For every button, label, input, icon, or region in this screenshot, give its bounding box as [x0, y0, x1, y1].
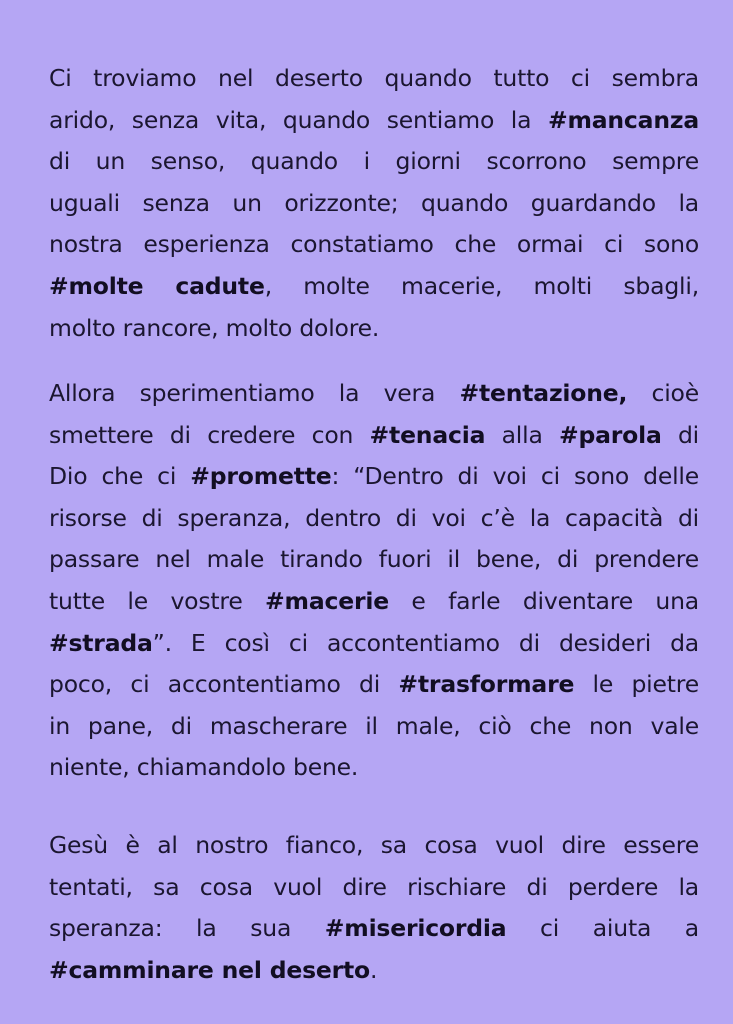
text-segment: Dio che ci — [49, 462, 191, 491]
text-segment: tutte le vostre — [49, 586, 266, 615]
text-segment: alla — [485, 420, 559, 449]
text-line — [49, 867, 699, 909]
text-line — [49, 747, 699, 789]
hashtag-keyword: #molte cadute — [49, 271, 265, 300]
text-line — [49, 456, 699, 498]
text-segment: arido, senza vita, quando sentiamo la — [49, 105, 548, 134]
hashtag-keyword: #tentazione, — [459, 379, 628, 407]
text-line — [49, 539, 699, 581]
hashtag-keyword: #parola — [558, 420, 662, 449]
text-line — [49, 825, 699, 867]
text-segment: in pane, di mascherare il male, ciò che non vale — [49, 711, 699, 740]
hashtag-keyword: #tenacia — [369, 420, 486, 449]
text-segment: , molte macerie, molti sbagli, — [264, 271, 699, 300]
text-segment: nostra esperienza constatiamo che ormai ci sono — [49, 230, 699, 259]
text-segment: ”. E così ci accontentiamo di desideri da — [152, 628, 699, 657]
text-segment: ci aiuta a — [506, 914, 699, 943]
text-segment: di un senso, quando i giorni scorrono sempre — [49, 147, 699, 176]
hashtag-keyword: #promette — [190, 462, 332, 491]
text-segment: Allora sperimentiamo la vera — [49, 379, 460, 407]
text-line — [49, 183, 699, 225]
text-segment: le pietre — [574, 670, 699, 699]
text-segment: di — [661, 420, 699, 449]
text-line — [49, 950, 699, 992]
text-segment: Gesù è al nostro fianco, sa cosa vuol dire essere — [49, 831, 699, 859]
text-line — [49, 908, 699, 950]
text-segment: poco, ci accontentiamo di — [49, 670, 399, 699]
text-segment: molto rancore, molto dolore. — [49, 313, 380, 342]
hashtag-keyword: #strada — [49, 628, 153, 657]
text-line — [49, 58, 699, 100]
hashtag-keyword: #macerie — [265, 586, 389, 615]
paragraph-jesus — [49, 825, 699, 991]
text-segment: uguali senza un orizzonte; quando guardando la — [49, 188, 699, 217]
text-line — [49, 623, 699, 665]
text-segment: e farle diventare una — [388, 586, 699, 615]
text-line — [49, 373, 699, 415]
text-line — [49, 581, 699, 623]
text-segment: passare nel male tirando fuori il bene, di prendere — [49, 545, 699, 574]
text-line — [49, 100, 699, 142]
hashtag-keyword: #camminare nel deserto — [49, 955, 370, 984]
hashtag-keyword: #misericordia — [324, 914, 507, 943]
text-line — [49, 706, 699, 748]
text-segment: niente, chiamandolo bene. — [49, 753, 359, 782]
text-segment: : “Dentro di voi ci sono delle — [331, 462, 700, 491]
text-segment: . — [369, 955, 378, 984]
text-segment: speranza: la sua — [49, 914, 325, 943]
hashtag-keyword: #mancanza — [547, 105, 699, 134]
hashtag-keyword: #trasformare — [398, 670, 575, 699]
text-line — [49, 141, 699, 183]
text-line — [49, 415, 699, 457]
text-segment: cioè — [627, 379, 699, 407]
text-line — [49, 664, 699, 706]
text-line — [49, 498, 699, 540]
text-segment: risorse di speranza, dentro di voi c’è la capacità di — [49, 503, 699, 532]
paragraph-desert — [49, 58, 699, 349]
text-segment: Ci troviamo nel deserto quando tutto ci sembra — [49, 64, 699, 92]
paragraph-temptation — [49, 373, 699, 789]
text-segment: tentati, sa cosa vuol dire rischiare di perdere la — [49, 872, 699, 901]
text-segment: smettere di credere con — [49, 420, 370, 449]
text-line — [49, 266, 699, 308]
text-line — [49, 308, 699, 350]
text-line — [49, 224, 699, 266]
